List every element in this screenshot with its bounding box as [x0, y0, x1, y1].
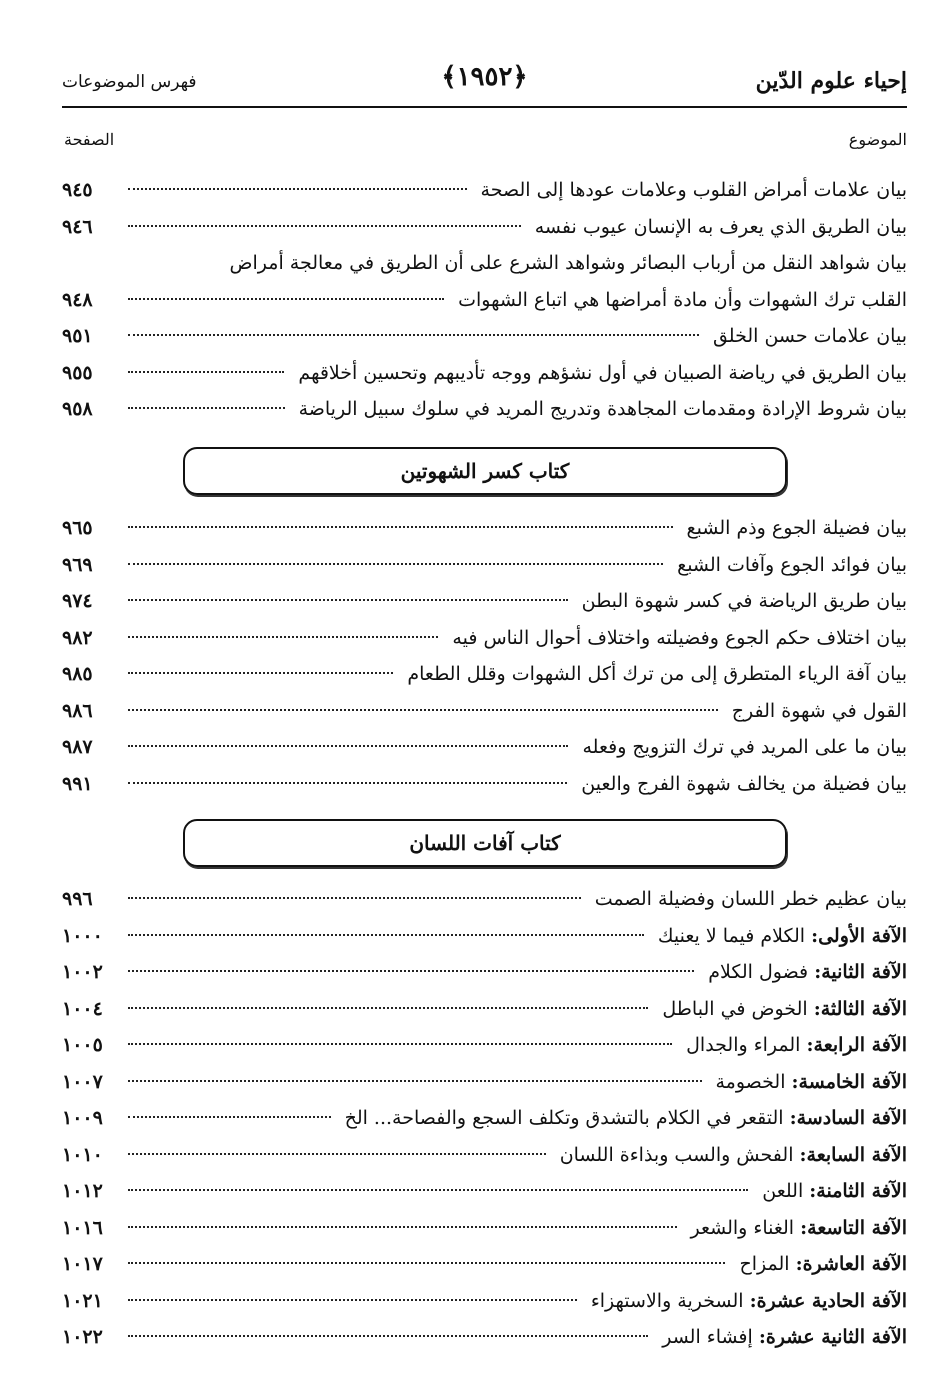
entry-text: بيان علامات حسن الخلق: [712, 325, 907, 347]
toc-entry: [62, 918, 907, 955]
entry-text: القول في شهوة الفرج: [731, 699, 907, 722]
entry-page: ٩٨٢: [62, 626, 93, 649]
entry-label: الآفة التاسعة:: [800, 1216, 907, 1239]
entry-label: الآفة الثالثة:: [813, 997, 907, 1020]
toc-entry: [62, 510, 907, 547]
entry-page: ١٠٠٩: [62, 1107, 103, 1129]
entry-text: الخصومة: [715, 1070, 786, 1093]
toc-entry: [62, 1319, 907, 1356]
entry-text: اللعن: [762, 1180, 804, 1202]
entry-page: ١٠٠٠: [62, 924, 103, 947]
entry-page: ٩٥١: [62, 325, 93, 347]
running-header: [62, 62, 907, 102]
leader-dots: [128, 1299, 577, 1301]
leader-dots: [128, 1043, 672, 1045]
entry-page: ٩٤٦: [62, 215, 93, 238]
entry-text: بيان فضيلة الجوع وذم الشبع: [686, 517, 907, 539]
entry-page: ١٠٢١: [62, 1289, 103, 1312]
toc-entry: [62, 1064, 907, 1101]
entry-page: ٩٨٧: [62, 736, 93, 758]
section-title: فهرس الموضوعات: [62, 72, 197, 92]
topic-column-heading: الموضوع: [848, 130, 907, 149]
entry-label: الآفة الثامنة:: [809, 1180, 907, 1202]
leader-dots: [128, 526, 673, 528]
toc-entry: [62, 172, 907, 209]
entry-text: الخوض في الباطل: [662, 997, 808, 1020]
leader-dots: [128, 970, 694, 972]
entry-text: السخرية والاستهزاء: [590, 1289, 744, 1312]
entry-label: الآفة الرابعة:: [806, 1034, 907, 1056]
page-number: ﴿١٩٥٢﴾: [441, 62, 528, 92]
entry-text: فضول الكلام: [708, 961, 809, 983]
header-rule: [62, 106, 907, 108]
leader-dots: [128, 371, 284, 373]
leader-dots: [128, 599, 568, 601]
entry-page: ١٠٠٢: [62, 961, 103, 983]
entry-page: ١٠٠٥: [62, 1034, 103, 1056]
entry-text: بيان الطريق في رياضة الصبيان في أول نشؤهم ووجه تأديبهم وتحسين أخلاقهم: [298, 361, 907, 384]
entry-text: بيان طريق الرياضة في كسر شهوة البطن: [581, 590, 907, 612]
entry-page: ٩٩١: [62, 772, 93, 795]
entry-text: بيان فوائد الجوع وآفات الشبع: [677, 553, 907, 576]
leader-dots: [128, 636, 438, 638]
entry-page: ٩٧٤: [62, 590, 93, 612]
leader-dots: [128, 1116, 331, 1118]
entry-text: بيان علامات أمراض القلوب وعلامات عودها إلى الصحة: [480, 179, 907, 201]
entry-text: المزاح: [739, 1253, 790, 1275]
toc-entry: [62, 391, 907, 428]
leader-dots: [128, 897, 581, 899]
toc-entry: [62, 1210, 907, 1247]
entry-page: ٩٨٦: [62, 699, 93, 722]
entry-page: ٩٥٨: [62, 398, 93, 420]
entry-page: ٩٦٥: [62, 517, 93, 539]
entry-text: إفشاء السر: [662, 1326, 753, 1348]
entry-label: الآفة العاشرة:: [795, 1253, 907, 1275]
entry-page: ١٠٠٤: [62, 997, 103, 1020]
entry-label: الآفة الأولى:: [811, 924, 907, 947]
leader-dots: [128, 1335, 648, 1337]
toc-entry: [62, 620, 907, 657]
book-title-box-kasr-al-shahwatayn: كتاب كسر الشهوتين: [183, 447, 787, 495]
entry-label: الآفة الحادية عشرة:: [749, 1289, 907, 1312]
entry-page: ١٠١٢: [62, 1180, 103, 1202]
toc-entry: [62, 583, 907, 620]
entry-text: الكلام فيما لا يعنيك: [657, 924, 806, 947]
entry-text: بيان اختلاف حكم الجوع وفضيلته واختلاف أحوال الناس فيه: [452, 626, 907, 649]
toc-entry: [62, 1027, 907, 1064]
entry-label: الآفة الثانية عشرة:: [758, 1326, 907, 1348]
entry-page: ١٠٠٧: [62, 1070, 103, 1093]
entry-page: ٩٤٥: [62, 179, 93, 201]
leader-dots: [128, 782, 567, 784]
entry-page: ٩٦٩: [62, 553, 93, 576]
page-column-heading: الصفحة: [64, 130, 115, 149]
leader-dots: [128, 1189, 748, 1191]
entry-text: بيان الطريق الذي يعرف به الإنسان عيوب نفسه: [534, 215, 907, 238]
leader-dots: [128, 188, 467, 190]
entry-text: القلب ترك الشهوات وأن مادة أمراضها هي اتباع الشهوات: [458, 288, 907, 311]
entry-label: الآفة السادسة:: [789, 1107, 907, 1129]
entry-text: الغناء والشعر: [690, 1216, 795, 1239]
leader-dots: [128, 1153, 546, 1155]
entry-label: الآفة السابعة:: [799, 1143, 907, 1166]
entry-page: ٩٥٥: [62, 361, 93, 384]
entry-text: الفحش والسب وبذاءة اللسان: [559, 1143, 794, 1166]
entry-text: المراء والجدال: [686, 1034, 801, 1056]
leader-dots: [128, 934, 644, 936]
toc-entry: [62, 245, 907, 282]
toc-entry: [62, 1283, 907, 1320]
toc-entry: [62, 881, 907, 918]
toc-entry: [62, 1246, 907, 1283]
leader-dots: [128, 1080, 702, 1082]
leader-dots: [128, 225, 521, 227]
entry-text: التقعر في الكلام بالتشدق وتكلف السجع والفصاحة... الخ: [344, 1107, 784, 1129]
toc-entry: [62, 766, 907, 803]
entry-page: ١٠٢٢: [62, 1326, 103, 1348]
toc-entry: [62, 954, 907, 991]
column-headings: [62, 130, 907, 154]
leader-dots: [128, 709, 718, 711]
toc-entry: [62, 1173, 907, 1210]
toc-section-3: [62, 881, 907, 1356]
entry-text: بيان فضيلة من يخالف شهوة الفرج والعين: [581, 772, 907, 795]
toc-entry: [62, 355, 907, 392]
entry-label: الآفة الخامسة:: [791, 1070, 907, 1093]
toc-section-1: [62, 172, 907, 428]
entry-text: بيان شروط الإرادة ومقدمات المجاهدة وتدريج المريد في سلوك سبيل الرياضة: [298, 398, 907, 420]
entry-page: ٩٩٦: [62, 888, 93, 910]
leader-dots: [128, 563, 663, 565]
leader-dots: [128, 407, 285, 409]
entry-text: بيان شواهد النقل من أرباب البصائر وشواهد الشرع على أن الطريق في معالجة أمراض: [229, 252, 907, 274]
toc-entry: [62, 1137, 907, 1174]
entry-page: ١٠١٧: [62, 1253, 103, 1275]
toc-entry: [62, 693, 907, 730]
leader-dots: [128, 672, 393, 674]
toc-entry: [62, 656, 907, 693]
entry-label: الآفة الثانية:: [814, 961, 907, 983]
book-title-box-afat-al-lisan: كتاب آفات اللسان: [183, 819, 787, 867]
book-title: إحياء علوم الدّين: [755, 68, 907, 94]
entry-text: بيان آفة الرياء المتطرق إلى من ترك أكل الشهوات وقلل الطعام: [407, 663, 907, 685]
toc-entry: [62, 318, 907, 355]
toc-entry: [62, 547, 907, 584]
entry-text: بيان ما على المريد في ترك التزويج وفعله: [582, 736, 907, 758]
toc-section-2: [62, 510, 907, 802]
toc-entry: [62, 282, 907, 319]
toc-entry: [62, 1100, 907, 1137]
leader-dots: [128, 1226, 677, 1228]
entry-page: ١٠١٦: [62, 1216, 103, 1239]
toc-entry: [62, 209, 907, 246]
toc-entry: [62, 991, 907, 1028]
leader-dots: [128, 1007, 648, 1009]
leader-dots: [128, 745, 568, 747]
toc-entry: [62, 729, 907, 766]
leader-dots: [128, 334, 699, 336]
entry-page: ٩٤٨: [62, 288, 93, 311]
leader-dots: [128, 1262, 725, 1264]
entry-page: ٩٨٥: [62, 663, 93, 685]
entry-text: بيان عظيم خطر اللسان وفضيلة الصمت: [594, 888, 907, 910]
leader-dots: [128, 298, 444, 300]
entry-page: ١٠١٠: [62, 1143, 103, 1166]
